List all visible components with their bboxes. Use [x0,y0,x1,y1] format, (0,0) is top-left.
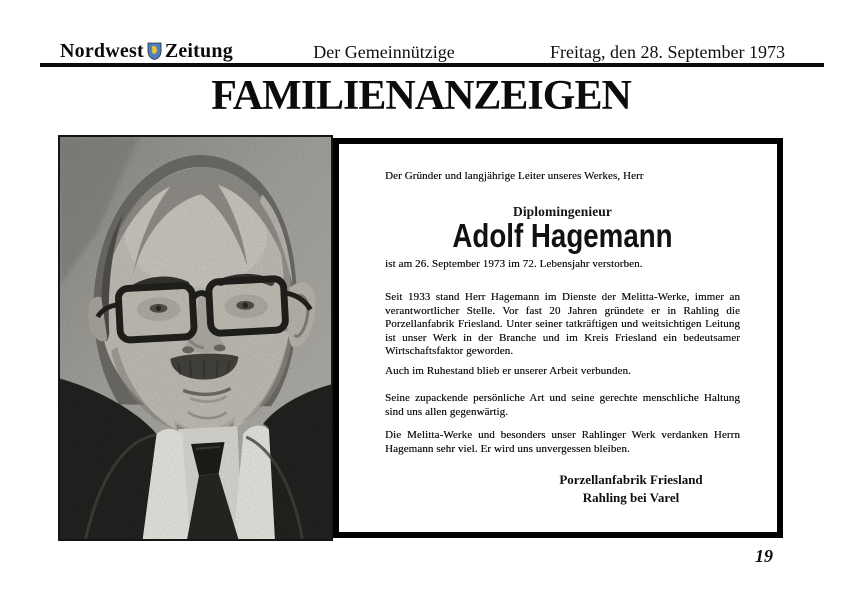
obituary-paragraph: Seit 1933 stand Herr Hagemann im Dienste der Melitta-Werke, immer an verantwortlicher Stelle. Vor fast 20 Jahren gründete er in Rahling die Porzellanfabrik Friesland. Unter seiner tatkräftigen und weitsichtigen Leitung ist unser Werk in der Branche und im Kreis Friesland ein bedeutsamer Wirtschaftsfaktor geworden. [385,291,740,357]
section-title: FAMILIENANZEIGEN [211,73,631,119]
signature-company: Porzellanfabrik Friesland [559,472,703,487]
page-number: 19 [755,546,773,566]
photo-grain-overlay [60,137,331,539]
obituary-intro-line: Der Gründer und langjährige Leiter unseres Werkes, Herr [385,170,644,182]
obituary-title-line: Diplomingenieur [512,203,612,219]
masthead-motto: Der Gemeinnützige [313,42,455,62]
portrait-photo [60,137,331,539]
brand-second-word: Zeitung [164,40,233,62]
obituary-death-line: ist am 26. September 1973 im 72. Lebensjahr verstorben. [385,257,643,270]
masthead-brand [60,40,233,63]
masthead-rule [40,63,824,67]
obituary-paragraph: Auch im Ruhestand blieb er unserer Arbeit verbunden. [385,364,631,377]
obituary-paragraph: Die Melitta-Werke und besonders unser Rahlinger Werk verdanken Herrn Hagemann sehr viel. Er wird uns unvergessen bleiben. [385,429,740,455]
deceased-name: Adolf Hagemann [452,216,673,254]
obituary-paragraph: Seine zupackende persönliche Art und seine gerechte menschliche Haltung sind uns allen gegenwärtig. [385,392,740,418]
signature-block [522,471,740,506]
brand-first-word: Nordwest [60,40,144,62]
masthead-date: Freitag, den 28. September 1973 [550,42,785,62]
portrait-photo-frame [58,135,333,541]
oldenburg-crest-icon [147,42,162,60]
obituary-notice [333,138,783,538]
signature-place: Rahling bei Varel [582,489,680,505]
